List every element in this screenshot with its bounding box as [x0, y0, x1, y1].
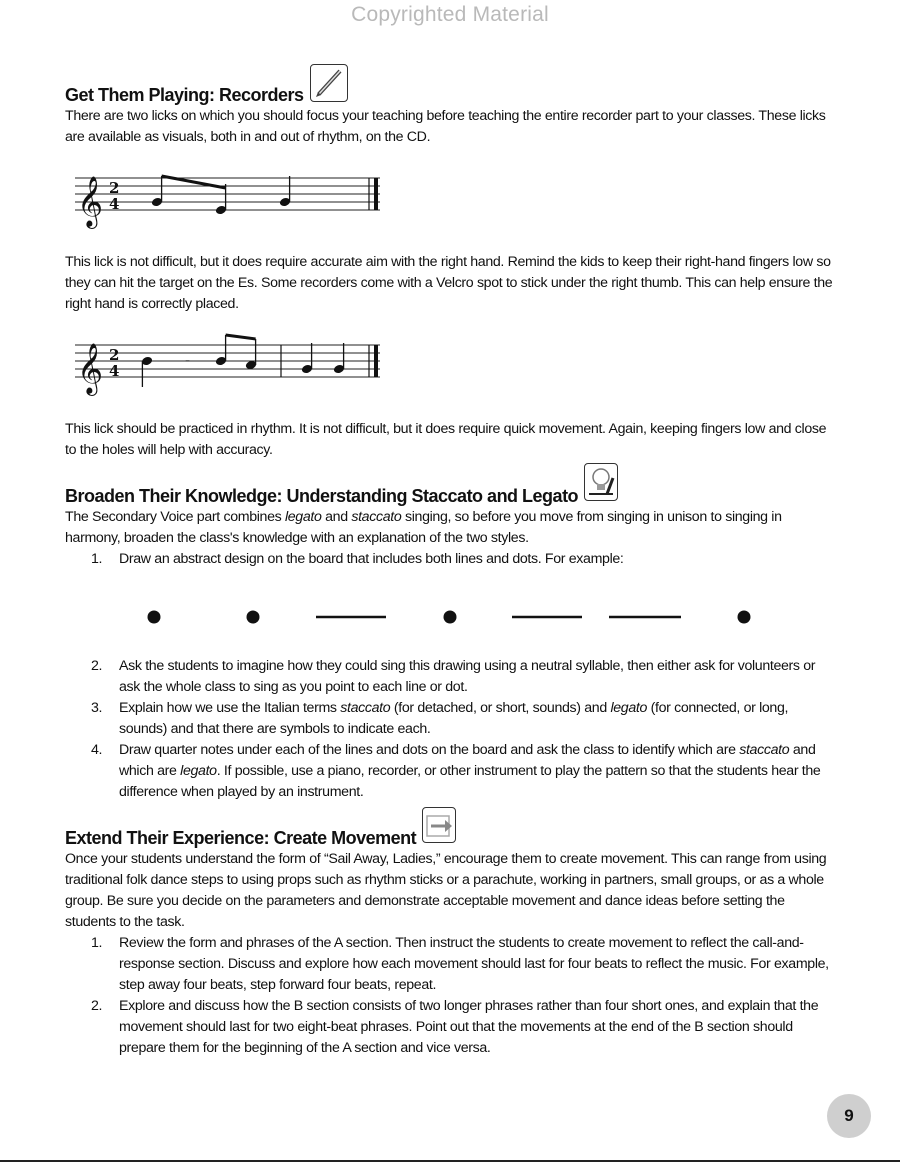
page-content — [65, 82, 835, 1059]
intro-text: singing, so before you move from singing in unison to singing in harmony, broaden the class's knowledge with an explanation of the two styles. — [65, 509, 782, 546]
staccato-term: staccato — [739, 742, 790, 758]
dot — [738, 611, 751, 624]
list-number: 2. — [91, 658, 103, 674]
legato-term: legato — [610, 700, 648, 716]
list-text: . If possible, use a piano, recorder, or other instrument to play the pattern so that the students hear the difference when played by an instrument. — [119, 763, 821, 800]
list-text: Review the form and phrases of the A section. Then instruct the students to create movement to reflect the call-and-response section. Discuss and explore how each movement should last for four beats to reflect the music. For example, step away four beats, step forward four beats, repeat. — [119, 935, 829, 993]
lines-and-dots-example — [65, 570, 835, 644]
copyright-watermark: Copyrighted Material — [351, 3, 549, 26]
lightbulb-icon — [584, 463, 618, 501]
list-item — [65, 996, 835, 1059]
music-staff-1 — [75, 160, 835, 252]
treble-clef: 𝄞 — [77, 176, 104, 227]
list-item — [65, 933, 835, 996]
dash-mark: - — [185, 353, 191, 369]
lick1-description: This lick is not difficult, but it does require accurate aim with the right hand. Remind the kids to keep their right-hand fingers low so they can hit the target on the Es. Some recorders come with a Velcro spot to stick under the right thumb. This can help ensure the right hand is correctly placed. — [65, 254, 833, 312]
lick2-description: This lick should be practiced in rhythm. It is not difficult, but it does require quick movement. Again, keeping fingers low and close to the holes will help with accuracy. — [65, 421, 827, 458]
intro-text: The Secondary Voice part combines — [65, 509, 285, 525]
pencil-icon — [310, 64, 348, 102]
final-barline — [374, 345, 378, 377]
list-item — [65, 740, 835, 803]
staccato-term: staccato — [340, 700, 391, 716]
list-text: Draw quarter notes under each of the lines and dots on the board and ask the class to identify which are — [119, 742, 740, 758]
dot — [444, 611, 457, 624]
legato-term: legato — [180, 763, 217, 779]
section-heading-staccato-legato — [65, 469, 835, 507]
list-item — [65, 549, 835, 570]
staccato-legato-intro — [65, 507, 835, 549]
movement-steps — [65, 933, 835, 1059]
time-signature-top: 2 — [109, 179, 120, 197]
list-text: Explain how we use the Italian terms — [119, 700, 341, 716]
list-text: and which are — [119, 742, 816, 779]
treble-clef: 𝄞 — [77, 343, 104, 394]
section-title: Broaden Their Knowledge: Understanding Staccato and Legato — [65, 486, 579, 506]
section-title: Extend Their Experience: Create Movement — [65, 828, 417, 848]
list-number: 1. — [91, 551, 103, 567]
list-item — [65, 698, 835, 740]
staccato-term: staccato — [351, 509, 402, 525]
movement-intro: Once your students understand the form of “Sail Away, Ladies,” encourage them to create movement. This can range from using traditional folk dance steps to using props such as rhythm sticks or a parachute, working in partners, small groups, or as a whole group. Be sure you decide on the parameters and demonstrate acceptable movement and dance ideas before setting the students to the task. — [65, 851, 827, 930]
arrow-right-icon — [422, 807, 456, 843]
page-number: 9 — [844, 1106, 854, 1125]
staccato-legato-steps — [65, 549, 835, 570]
section-heading-movement — [65, 811, 835, 849]
list-number: 3. — [91, 700, 103, 716]
time-signature-bottom: 4 — [109, 195, 120, 213]
list-number: 1. — [91, 935, 103, 951]
music-staff-2 — [75, 327, 835, 419]
list-text: (for connected, or long, sounds) and that there are symbols to indicate each. — [119, 700, 789, 737]
list-number: 4. — [91, 742, 103, 758]
list-item — [65, 656, 835, 698]
time-signature-top: 2 — [109, 346, 120, 364]
recorders-intro: There are two licks on which you should focus your teaching before teaching the entire recorder part to your classes. These licks are available as visuals, both in and out of rhythm, on the CD. — [65, 108, 826, 145]
list-text: Draw an abstract design on the board that includes both lines and dots. For example: — [119, 551, 624, 567]
legato-term: legato — [284, 509, 322, 525]
intro-text: and — [321, 509, 352, 525]
dot — [247, 611, 260, 624]
list-number: 2. — [91, 998, 103, 1014]
page-number-badge — [827, 1094, 871, 1138]
final-barline — [374, 178, 378, 210]
list-text: Ask the students to imagine how they could sing this drawing using a neutral syllable, then either ask for volunteers or ask the whole class to sing as you point to each line or dot. — [119, 658, 816, 695]
beam — [226, 335, 256, 339]
time-signature-bottom: 4 — [109, 362, 120, 380]
section-heading-recorders — [65, 68, 835, 106]
list-text: Explore and discuss how the B section consists of two longer phrases rather than four short ones, and explain that the movement should last for two eight-beat phrases. Point out that the movements at the end of the B section should prepare them for the beginning of the A section and vice versa. — [119, 998, 819, 1056]
staccato-legato-steps-continued — [65, 656, 835, 803]
list-text: (for detached, or short, sounds) and — [390, 700, 611, 716]
dot — [148, 611, 161, 624]
bottom-rule — [0, 1160, 900, 1162]
section-title: Get Them Playing: Recorders — [65, 85, 304, 105]
